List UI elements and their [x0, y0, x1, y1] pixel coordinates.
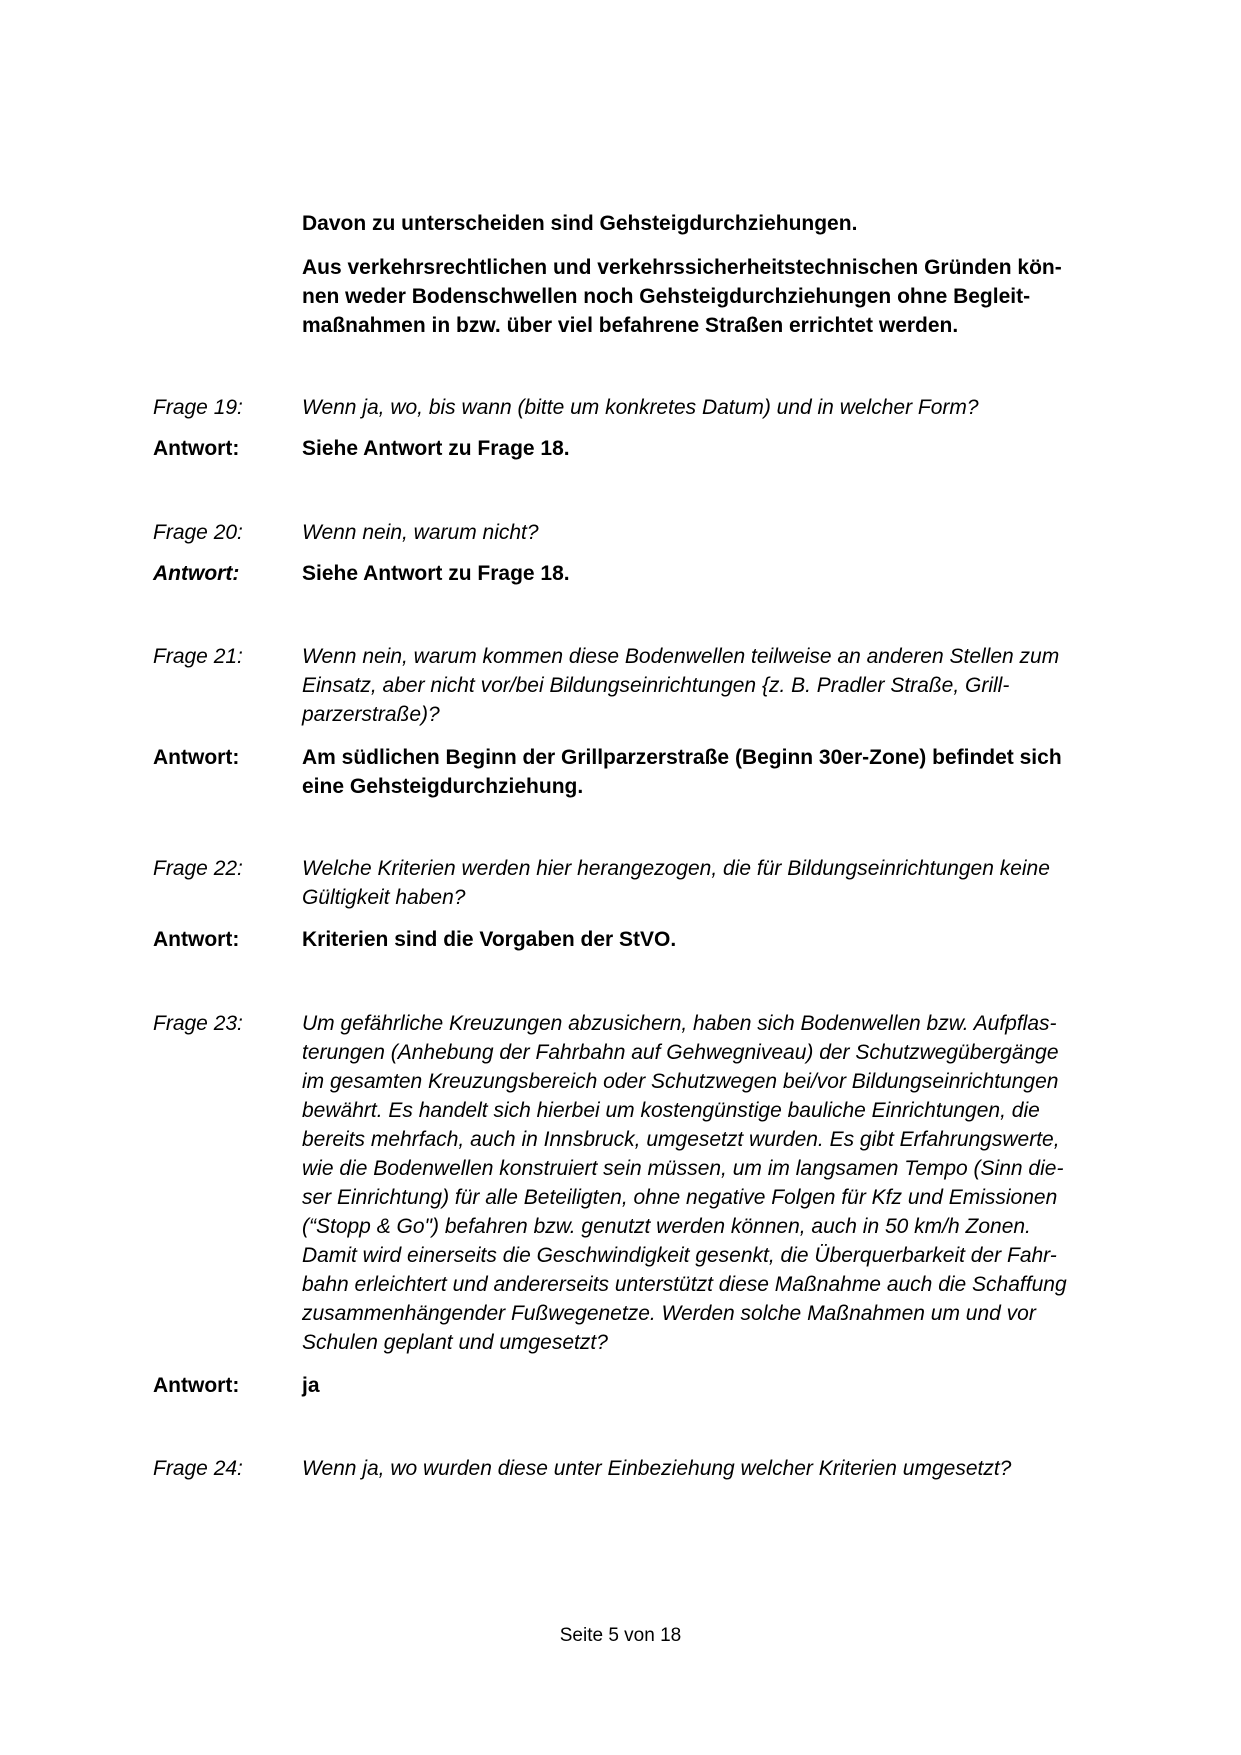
page-footer: Seite 5 von 18	[559, 1625, 682, 1646]
answer-label: Antwort:	[153, 928, 240, 951]
text-line: wie die Bodenwellen konstruiert sein müssen, um im langsamen Tempo (Sinn die-	[302, 1157, 1064, 1180]
question-text	[302, 642, 1059, 729]
text-line: Wenn nein, warum nicht?	[302, 521, 539, 544]
text-line: nen weder Bodenschwellen noch Gehsteigdurchziehungen ohne Begleit-	[302, 285, 1031, 308]
text-line: Siehe Antwort zu Frage 18.	[302, 437, 570, 460]
text-line: ser Einrichtung) für alle Beteiligten, ohne negative Folgen für Kfz und Emissionen	[302, 1186, 1058, 1209]
text-line: Damit wird einerseits die Geschwindigkeit gesenkt, die Überquerbarkeit der Fahr-	[302, 1244, 1057, 1267]
text-line: zusammenhängender Fußwegenetze. Werden solche Maßnahmen um und vor	[302, 1302, 1036, 1325]
question-label: Frage 23:	[153, 1012, 243, 1035]
text-line: parzerstraße)?	[302, 703, 440, 726]
question-text	[302, 518, 539, 547]
text-line: eine Gehsteigdurchziehung.	[302, 775, 584, 798]
question-label: Frage 20:	[153, 521, 243, 544]
question-label: Frage 19:	[153, 396, 243, 419]
text-line: Welche Kriterien werden hier herangezogen, die für Bildungseinrichtungen keine	[302, 857, 1050, 880]
text-line: Wenn ja, wo wurden diese unter Einbeziehung welcher Kriterien umgesetzt?	[302, 1457, 1012, 1480]
text-line: Aus verkehrsrechtlichen und verkehrssicherheitstechnischen Gründen kön-	[302, 256, 1062, 279]
text-line: bewährt. Es handelt sich hierbei um kostengünstige bauliche Einrichtungen, die	[302, 1099, 1040, 1122]
text-line: Schulen geplant und umgesetzt?	[302, 1331, 608, 1354]
text-line: bereits mehrfach, auch in Innsbruck, umgesetzt wurden. Es gibt Erfahrungswerte,	[302, 1128, 1060, 1151]
text-line: Um gefährliche Kreuzungen abzusichern, haben sich Bodenwellen bzw. Aufpflas-	[302, 1012, 1057, 1035]
answer-text	[302, 434, 570, 463]
text-line: maßnahmen in bzw. über viel befahrene Straßen errichtet werden.	[302, 314, 959, 337]
answer-label: Antwort:	[153, 437, 240, 460]
question-label: Frage 21:	[153, 645, 243, 668]
text-line: bahn erleichtert und andererseits unterstützt diese Maßnahme auch die Schaffung	[302, 1273, 1067, 1296]
question-text	[302, 854, 1050, 912]
text-line: ja	[302, 1374, 320, 1397]
question-label: Frage 24:	[153, 1457, 243, 1480]
text-line: im gesamten Kreuzungsbereich oder Schutzwegen bei/vor Bildungseinrichtungen	[302, 1070, 1059, 1093]
paragraph-text	[302, 209, 857, 238]
text-line: Kriterien sind die Vorgaben der StVO.	[302, 928, 677, 951]
paragraph-text	[302, 253, 1062, 340]
answer-label: Antwort:	[153, 746, 240, 769]
question-text	[302, 393, 979, 422]
text-line: Einsatz, aber nicht vor/bei Bildungseinrichtungen {z. B. Pradler Straße, Grill-	[302, 674, 1010, 697]
answer-label: Antwort:	[153, 562, 240, 585]
text-line: (“Stopp & Go") befahren bzw. genutzt werden können, auch in 50 km/h Zonen.	[302, 1215, 1031, 1238]
answer-text	[302, 559, 570, 588]
question-label: Frage 22:	[153, 857, 243, 880]
text-line: Wenn ja, wo, bis wann (bitte um konkretes Datum) und in welcher Form?	[302, 396, 979, 419]
answer-label: Antwort:	[153, 1374, 240, 1397]
question-text	[302, 1009, 1067, 1357]
answer-text	[302, 743, 1062, 801]
question-text	[302, 1454, 1011, 1483]
text-line: Am südlichen Beginn der Grillparzerstraße (Beginn 30er-Zone) befindet sich	[302, 746, 1062, 769]
text-line: Wenn nein, warum kommen diese Bodenwellen teilweise an anderen Stellen zum	[302, 645, 1060, 668]
answer-text	[302, 1371, 320, 1400]
text-line: Davon zu unterscheiden sind Gehsteigdurchziehungen.	[302, 212, 858, 235]
text-line: Siehe Antwort zu Frage 18.	[302, 562, 570, 585]
text-line: terungen (Anhebung der Fahrbahn auf Gehwegniveau) der Schutzwegübergänge	[302, 1041, 1059, 1064]
answer-text	[302, 925, 676, 954]
text-line: Gültigkeit haben?	[302, 886, 466, 909]
